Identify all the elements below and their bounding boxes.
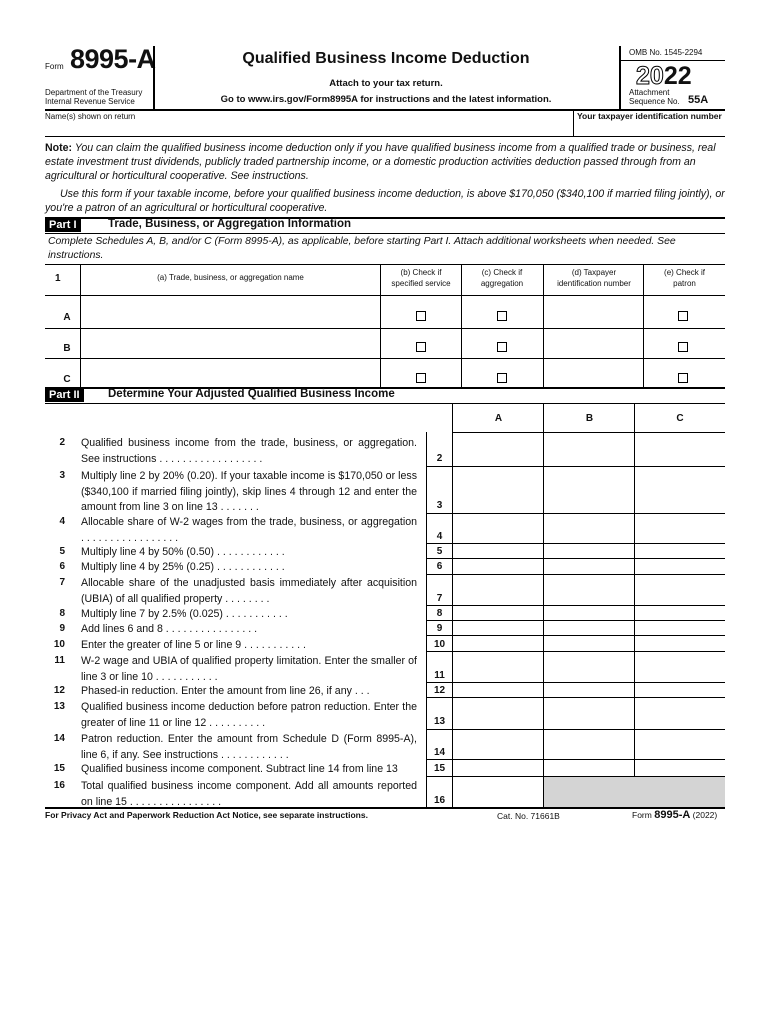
row-a-patron-checkbox[interactable] <box>678 311 688 321</box>
line9-text: Add lines 6 and 8 . . . . . . . . . . . . . . . . <box>81 623 258 635</box>
line6-bottom <box>426 574 725 575</box>
footer-form-id <box>632 809 717 821</box>
line5-bottom <box>426 558 725 559</box>
sequence-number: 55A <box>688 94 709 106</box>
line9-number: 9 <box>59 623 65 634</box>
goto-instructions: Go to www.irs.gov/Form8995A for instructions and the latest information. <box>220 94 552 105</box>
row-b-name-field[interactable] <box>84 331 376 357</box>
col-header-a: A <box>494 413 503 424</box>
line3-bottom <box>426 513 725 514</box>
part1-title-rule <box>45 233 725 234</box>
row-c-name-field[interactable] <box>84 362 376 386</box>
line8-box: 8 <box>436 608 443 619</box>
col-a-header: (a) Trade, business, or aggregation name <box>157 273 304 282</box>
line10-text: Enter the greater of line 5 or line 9 . . . . . . . . . . . <box>81 639 306 651</box>
note-label: Note: <box>45 142 73 154</box>
part1-col-divider <box>543 264 544 388</box>
col-e-header-2: patron <box>673 279 696 288</box>
attachment-label: Attachment <box>629 88 670 97</box>
line2-number: 2 <box>59 437 65 448</box>
form-number: 8995-A <box>70 44 156 74</box>
line13-number: 13 <box>53 701 65 712</box>
line5-box: 5 <box>436 546 443 557</box>
year-outline: 20 <box>636 62 664 90</box>
line2-col-b-input[interactable] <box>546 434 632 464</box>
line7-number: 7 <box>59 577 65 588</box>
year-bold: 22 <box>663 62 692 90</box>
line8-bottom <box>426 620 725 621</box>
part1-col-divider <box>380 264 381 388</box>
line7-text: Allocable share of the unadjusted basis immediately after acquisition (UBIA) of all qualified property . . . . . . . . <box>81 577 417 605</box>
note-text: You can claim the qualified business income deduction only if you have qualified business income from a qualified trade or business, real estate investment trust dividends, publicly traded partnership income, or a domestic production activities deduction passed through from an agricultural or horticultural cooperative. See instructions. <box>45 142 716 182</box>
row-c-tin-field[interactable] <box>547 362 639 386</box>
name-bottom-rule <box>45 136 725 137</box>
line2-col-a-input[interactable] <box>455 434 541 464</box>
header-divider-right <box>619 46 621 110</box>
line16-number: 16 <box>53 780 65 791</box>
col-d-header-2: identification number <box>557 279 631 288</box>
line4-text: Allocable share of W-2 wages from the trade, business, or aggregation . . . . . . . . . . . . . . . . . <box>81 516 417 544</box>
part1-instructions: Complete Schedules A, B, and/or C (Form 8995-A), as applicable, before starting Part I. Attach additional worksheets when needed. See instructions. <box>48 236 676 261</box>
col-e-header-1: (e) Check if <box>664 268 705 277</box>
line9-bottom <box>426 635 725 636</box>
attach-note: Attach to your tax return. <box>329 78 443 89</box>
line15-text: Qualified business income component. Subtract line 14 from line 13 <box>81 763 398 775</box>
line3-number: 3 <box>59 470 65 481</box>
line4-bottom <box>426 543 725 544</box>
row-label-a: A <box>63 312 71 323</box>
col-header-c: C <box>676 413 684 424</box>
line11-bottom <box>426 682 725 683</box>
line1-number: 1 <box>55 273 61 284</box>
use-paragraph: Use this form if your taxable income, before your qualified business income deduction, is above $170,050 ($340,100 if married filing jointly), or you're a patron of an agricultural or horticultural cooperative. <box>45 188 725 214</box>
col-header-bottom <box>453 432 725 433</box>
line7-bottom <box>426 605 725 606</box>
line5-text: Multiply line 4 by 50% (0.50) . . . . . . . . . . . . <box>81 546 285 558</box>
line3-box: 3 <box>436 500 443 511</box>
line14-text: Patron reduction. Enter the amount from Schedule D (Form 8995-A), line 6, if any. See instructions . . . . . . . . . . . . <box>81 733 417 761</box>
footer-form-number: 8995-A <box>654 809 691 821</box>
part2-label: Part II <box>45 388 84 402</box>
row-label-b: B <box>63 343 71 354</box>
line6-number: 6 <box>59 561 65 572</box>
line10-box: 10 <box>433 639 446 650</box>
omb-number: OMB No. 1545-2294 <box>629 48 703 57</box>
line8-text: Multiply line 7 by 2.5% (0.025) . . . . . . . . . . . <box>81 608 288 620</box>
line10-bottom <box>426 651 725 652</box>
department: Department of the Treasury <box>45 88 143 97</box>
line16-text: Total qualified business income component. Add all amounts reported on line 15 . . . . . . . . . . . . . . . . <box>81 780 417 808</box>
row-c-aggregation-checkbox[interactable] <box>497 373 507 383</box>
line6-box: 6 <box>436 561 443 572</box>
row-a-specified-service-checkbox[interactable] <box>416 311 426 321</box>
col-b-header-1: (b) Check if <box>400 268 442 277</box>
col-c-header-2: aggregation <box>480 279 524 288</box>
row-a-tin-field[interactable] <box>547 300 639 326</box>
part1-title: Trade, Business, or Aggregation Information <box>108 218 352 230</box>
line12-number: 12 <box>53 685 65 696</box>
col-d-header-1: (d) Taxpayer <box>571 268 617 277</box>
row-c-patron-checkbox[interactable] <box>678 373 688 383</box>
omb-divider <box>619 60 725 61</box>
row-a-name-field[interactable] <box>84 300 376 326</box>
line2-box: 2 <box>436 453 443 464</box>
line15-number: 15 <box>53 763 65 774</box>
line12-bottom <box>426 697 725 698</box>
line2-text: Qualified business income from the trade, business, or aggregation. See instructions . . . . . . . . . . . . . . . . . . <box>81 437 417 465</box>
line4-number: 4 <box>59 516 65 527</box>
catalog-number: Cat. No. 71661B <box>497 811 560 821</box>
col-header-b: B <box>585 413 594 424</box>
tax-year <box>636 62 692 91</box>
row-label-c: C <box>63 374 71 385</box>
line14-bottom <box>426 759 725 760</box>
form-bottom-rule <box>45 807 725 809</box>
line16-box: 16 <box>433 795 446 806</box>
form-title: Qualified Business Income Deduction <box>242 50 530 67</box>
col-c-header-1: (c) Check if <box>481 268 523 277</box>
tin-label: Your taxpayer identification number <box>577 111 722 121</box>
name-field[interactable] <box>50 121 568 135</box>
line15-bottom <box>426 776 725 777</box>
row-b-bottom <box>45 358 725 359</box>
line8-number: 8 <box>59 608 65 619</box>
line12-text: Phased-in reduction. Enter the amount from line 26, if any . . . <box>81 685 370 697</box>
footer-form-word: Form <box>632 810 652 820</box>
line9-box: 9 <box>436 623 443 634</box>
privacy-notice: For Privacy Act and Paperwork Reduction Act Notice, see separate instructions. <box>45 810 368 820</box>
line13-text: Qualified business income deduction before patron reduction. Enter the greater of line 11 or line 12 . . . . . . . . . . <box>81 701 417 729</box>
tin-field[interactable] <box>578 121 723 135</box>
line14-number: 14 <box>53 733 65 744</box>
irs-label: Internal Revenue Service <box>45 97 135 106</box>
row-b-specified-service-checkbox[interactable] <box>416 342 426 352</box>
line10-number: 10 <box>53 639 65 650</box>
part1-header-bottom <box>45 295 725 296</box>
row-c-specified-service-checkbox[interactable] <box>416 373 426 383</box>
line11-number: 11 <box>54 655 65 666</box>
line16-col-a-input[interactable] <box>455 778 541 806</box>
note-paragraph <box>45 141 725 183</box>
row-a-bottom <box>45 328 725 329</box>
col-b-header-2: specified service <box>391 279 451 288</box>
line13-box: 13 <box>433 716 446 727</box>
line2-bottom <box>426 466 725 467</box>
line4-box: 4 <box>436 531 443 542</box>
line13-bottom <box>426 729 725 730</box>
part1-table-top <box>45 264 725 265</box>
name-tin-divider <box>573 110 574 136</box>
part1-label: Part I <box>45 218 81 232</box>
part2-title-rule <box>45 403 725 404</box>
line12-box: 12 <box>433 685 446 696</box>
line3-text: Multiply line 2 by 20% (0.20). If your taxable income is $170,050 or less ($340,100 if married filing jointly), skip lines 4 through 12 and enter the amount from line 3 on line 13 . . . . . . . <box>81 470 417 513</box>
line5-number: 5 <box>59 546 65 557</box>
part1-col-divider <box>80 264 81 388</box>
names-label: Name(s) shown on return <box>45 112 136 121</box>
line7-box: 7 <box>436 593 443 604</box>
sequence-label: Sequence No. <box>629 97 680 106</box>
form-word: Form <box>45 62 64 71</box>
row-b-patron-checkbox[interactable] <box>678 342 688 352</box>
part1-col-divider <box>643 264 644 388</box>
line15-box: 15 <box>433 763 446 774</box>
row-b-tin-field[interactable] <box>547 331 639 357</box>
line11-box: 11 <box>434 670 445 681</box>
part2-title: Determine Your Adjusted Qualified Business Income <box>108 388 395 400</box>
row-b-aggregation-checkbox[interactable] <box>497 342 507 352</box>
line16-shaded-cells <box>544 777 725 807</box>
line11-text: W-2 wage and UBIA of qualified property limitation. Enter the smaller of line 3 or line 10 . . . . . . . . . . . <box>81 655 417 683</box>
row-a-aggregation-checkbox[interactable] <box>497 311 507 321</box>
line6-text: Multiply line 4 by 25% (0.25) . . . . . . . . . . . . <box>81 561 285 573</box>
line2-col-c-input[interactable] <box>637 434 723 464</box>
part1-col-divider <box>461 264 462 388</box>
footer-year: (2022) <box>692 810 718 820</box>
line14-box: 14 <box>433 747 446 758</box>
